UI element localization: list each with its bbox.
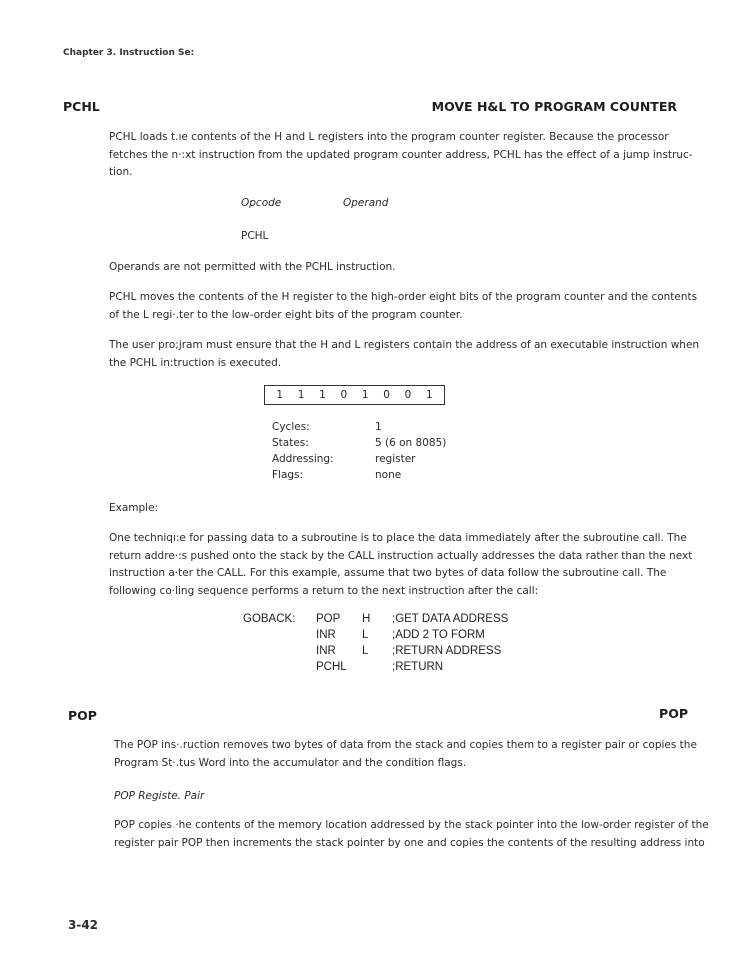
info-value: none: [375, 469, 402, 481]
opcode-label: Opcode: [241, 197, 282, 209]
info-label: Cycles:: [272, 421, 310, 433]
text-line: The POP ins·.ruction removes two bytes of data from the stack and copies them to a register pair or copies the: [114, 739, 697, 751]
bit: 0: [340, 389, 348, 401]
example-label: Example:: [109, 502, 159, 514]
text-line: the PCHL in:truction is executed.: [109, 356, 282, 369]
code-op: INR: [316, 645, 336, 657]
opcode-value: PCHL: [241, 230, 269, 242]
bit: 1: [297, 389, 305, 401]
info-label: Flags:: [272, 469, 304, 481]
pchl-paragraph-5: [109, 530, 692, 600]
code-comment: ;ADD 2 TO FORM: [392, 629, 485, 641]
bit: 0: [404, 389, 412, 401]
code-ops: [316, 611, 347, 675]
operand-label: Operand: [343, 197, 389, 209]
pchl-paragraph-1: [109, 129, 693, 182]
code-op: POP: [316, 613, 341, 625]
info-value: 1: [375, 421, 382, 433]
code-op: PCHL: [316, 661, 347, 673]
text-line: The user pro;jram must ensure that the H and L registers contain the address of an executable instruction when: [109, 339, 700, 351]
text-line: PCHL moves the contents of the H register to the high-order eight bits of the program counter and the contents: [109, 291, 698, 303]
code-comment: ;RETURN: [392, 661, 444, 673]
text-line: of the L regi·.ter to the low-order eight bits of the program counter.: [109, 308, 463, 321]
text-line: instruction a·ter the CALL. For this example, assume that two bytes of data follow the subroutine call. The: [109, 567, 667, 579]
page-number: 3-42: [68, 918, 99, 932]
text-line: POP copies ·he contents of the memory location addressed by the stack pointer into the low-order register of the: [114, 819, 709, 831]
text-line: register pair POP then increments the stack pointer by one and copies the contents of the resulting address into: [114, 836, 705, 849]
bit: 1: [319, 389, 326, 401]
section-subtitle-pchl: MOVE H&L TO PROGRAM COUNTER: [431, 99, 677, 114]
pchl-paragraph-3: [109, 289, 697, 324]
bit: 0: [383, 389, 390, 401]
section-title-pchl: PCHL: [63, 99, 100, 114]
pchl-paragraph-4: [109, 337, 699, 372]
info-label: Addressing:: [272, 453, 334, 465]
code-args: [362, 611, 370, 659]
instruction-info-labels: [272, 419, 334, 483]
info-value: 5 (6 on 8085): [375, 437, 447, 449]
bit: 1: [361, 389, 369, 401]
info-label: States:: [272, 437, 309, 449]
pop-syntax: POP Registe. Pair: [114, 790, 205, 802]
code-comment: ;RETURN ADDRESS: [392, 645, 502, 657]
text-line: One techniqı:e for passing data to a subroutine is to place the data immediately after the subroutine call. The: [109, 532, 687, 544]
code-label: GOBACK:: [243, 613, 296, 625]
bit: 1: [276, 389, 284, 401]
info-value: register: [375, 453, 416, 465]
opcode-bit-pattern: [264, 385, 445, 405]
section-title-pop: POP: [68, 708, 97, 723]
code-comment: ;GET DATA ADDRESS: [392, 613, 509, 625]
code-arg: L: [362, 629, 369, 641]
section-subtitle-pop: POP: [659, 706, 688, 721]
chapter-header: Chapter 3. Instruction Se:: [63, 48, 195, 58]
pop-paragraph-1: [114, 737, 697, 772]
pchl-paragraph-2: Operands are not permitted with the PCHL instruction.: [109, 261, 396, 273]
text-line: fetches the n·:xt instruction from the updated program counter address, PCHL has the effect of a jump instruc-: [109, 148, 693, 161]
code-op: INR: [316, 629, 336, 641]
text-line: tion.: [109, 166, 133, 178]
code-comments: [392, 611, 508, 675]
text-line: return addre·:s pushed onto the stack by the CALL instruction actually addresses the data rather than the next: [109, 549, 693, 562]
text-line: Program St·.tus Word into the accumulator and the condition flags.: [114, 756, 467, 769]
bit: 1: [425, 389, 433, 401]
text-line: following co·ling sequence performs a return to the next instruction after the call:: [109, 584, 539, 597]
code-arg: H: [362, 613, 371, 625]
text-line: PCHL loads t.ıe contents of the H and L registers into the program counter register. Because the processor: [109, 131, 669, 143]
code-arg: L: [362, 645, 369, 657]
pop-paragraph-2: [114, 817, 709, 852]
instruction-info-values: [375, 419, 446, 483]
